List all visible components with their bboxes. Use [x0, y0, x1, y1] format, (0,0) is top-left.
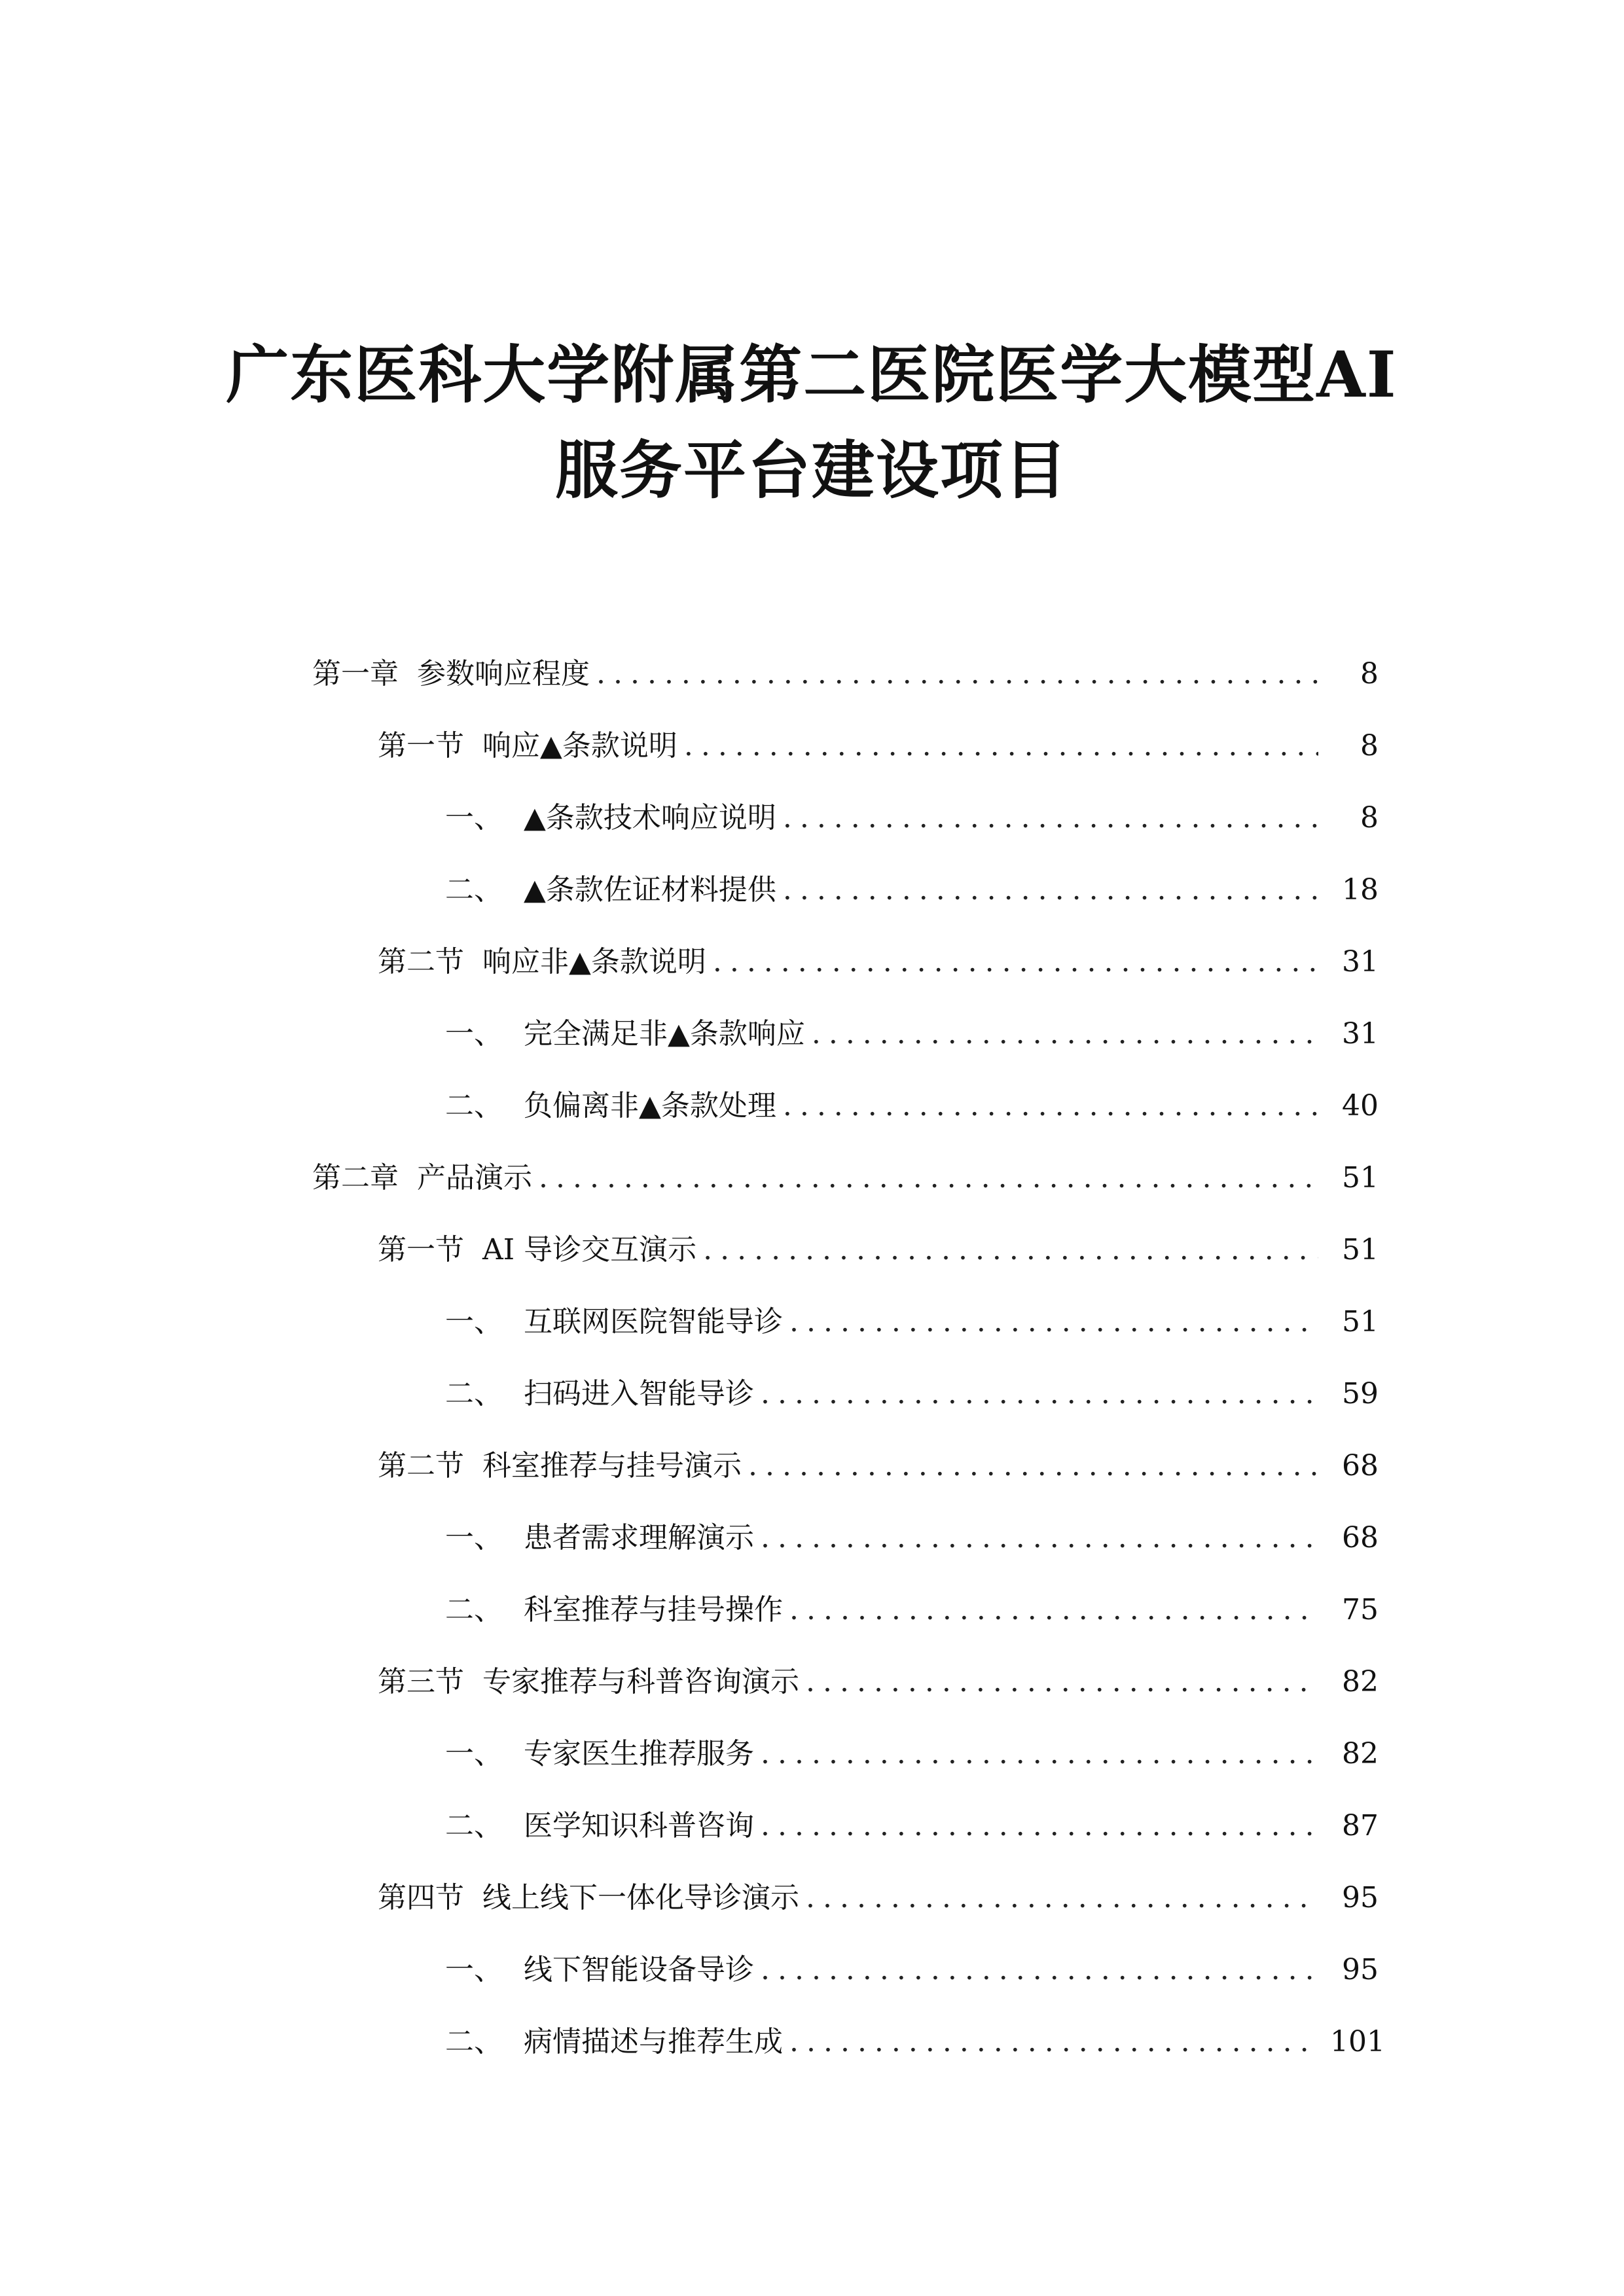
toc-entry-title: 科室推荐与挂号操作 [524, 1593, 783, 1626]
toc-page-number: 95 [1342, 1953, 1379, 1986]
toc-entry[interactable] [0, 1718, 1624, 1790]
toc-entry-number: 二、 [445, 2025, 503, 2058]
toc-entry-title: ▲条款佐证材料提供 [524, 873, 776, 906]
toc-dot-leader [783, 1086, 1318, 1126]
toc-entry-number: 二、 [445, 1593, 503, 1626]
toc-dot-leader [761, 1734, 1318, 1774]
toc-entry-number: 第一节 [378, 1233, 464, 1266]
toc-entry[interactable] [0, 1934, 1624, 2006]
toc-entry-title: 专家推荐与科普咨询演示 [482, 1665, 799, 1698]
toc-page-number: 59 [1342, 1377, 1379, 1410]
toc-dot-leader [761, 1374, 1318, 1414]
toc-page-number: 68 [1342, 1521, 1379, 1554]
toc-entry[interactable] [0, 1286, 1624, 1358]
table-of-contents [0, 638, 1624, 2078]
toc-entry-number: 第三节 [378, 1665, 464, 1698]
toc-dot-leader [806, 1878, 1318, 1918]
toc-entry-number: 一、 [445, 801, 503, 834]
toc-entry[interactable] [0, 2006, 1624, 2078]
toc-page-number: 31 [1342, 1017, 1379, 1050]
title-line-2: 服务平台建设项目 [555, 433, 1068, 507]
toc-entry[interactable] [0, 782, 1624, 854]
toc-entry-title: 响应▲条款说明 [482, 729, 677, 762]
toc-page-number: 8 [1360, 729, 1379, 762]
toc-entry-number: 一、 [445, 1521, 503, 1554]
toc-entry-number: 一、 [445, 1953, 503, 1986]
toc-entry-title: 医学知识科普咨询 [524, 1809, 754, 1842]
toc-page-number: 51 [1342, 1161, 1379, 1194]
toc-dot-leader [783, 870, 1318, 910]
toc-entry-title: 响应非▲条款说明 [482, 945, 706, 978]
toc-dot-leader [703, 1230, 1318, 1270]
document-title [196, 327, 1427, 518]
toc-entry-title: 参数响应程度 [417, 657, 590, 691]
toc-page-number: 82 [1342, 1665, 1379, 1698]
toc-entry-title: 互联网医院智能导诊 [524, 1305, 783, 1338]
toc-entry-title: 患者需求理解演示 [524, 1521, 754, 1554]
toc-entry-number: 第一章 [312, 657, 399, 691]
toc-dot-leader [812, 1014, 1318, 1054]
toc-dot-leader [789, 2022, 1318, 2062]
toc-page-number: 31 [1342, 945, 1379, 978]
toc-entry[interactable] [0, 638, 1624, 710]
toc-page-number: 40 [1342, 1089, 1379, 1122]
toc-page-number: 8 [1360, 801, 1379, 834]
toc-page-number: 8 [1360, 657, 1379, 691]
toc-page-number: 51 [1342, 1233, 1379, 1266]
toc-entry-number: 第二章 [312, 1161, 399, 1194]
toc-entry-number: 二、 [445, 1089, 503, 1122]
toc-page-number: 68 [1342, 1449, 1379, 1482]
toc-dot-leader [684, 726, 1318, 766]
title-line-1: 广东医科大学附属第二医院医学大模型AI [226, 338, 1398, 412]
toc-entry[interactable] [0, 1142, 1624, 1214]
toc-entry-number: 二、 [445, 873, 503, 906]
toc-dot-leader [596, 655, 1318, 694]
toc-dot-leader [713, 942, 1318, 982]
toc-dot-leader [761, 1806, 1318, 1846]
toc-entry-title: ▲条款技术响应说明 [524, 801, 776, 834]
toc-entry-title: 产品演示 [417, 1161, 532, 1194]
toc-page-number: 87 [1342, 1809, 1379, 1842]
toc-entry-title: 负偏离非▲条款处理 [524, 1089, 776, 1122]
toc-entry[interactable] [0, 1070, 1624, 1142]
toc-entry[interactable] [0, 1862, 1624, 1934]
toc-entry[interactable] [0, 1646, 1624, 1718]
toc-entry-number: 第二节 [378, 1449, 464, 1482]
toc-entry-title: 完全满足非▲条款响应 [524, 1017, 805, 1050]
toc-entry[interactable] [0, 998, 1624, 1070]
toc-page-number: 18 [1342, 873, 1379, 906]
toc-dot-leader [783, 798, 1318, 838]
toc-entry-title: 专家医生推荐服务 [524, 1737, 754, 1770]
toc-dot-leader [761, 1518, 1318, 1558]
toc-entry-title: 扫码进入智能导诊 [524, 1377, 754, 1410]
toc-dot-leader [806, 1662, 1318, 1702]
toc-dot-leader [748, 1446, 1318, 1486]
toc-entry-title: 科室推荐与挂号演示 [482, 1449, 742, 1482]
toc-entry[interactable] [0, 854, 1624, 926]
toc-dot-leader [761, 1950, 1318, 1990]
toc-entry-number: 第二节 [378, 945, 464, 978]
toc-entry-number: 第四节 [378, 1881, 464, 1914]
toc-entry-number: 二、 [445, 1377, 503, 1410]
toc-entry-number: 一、 [445, 1305, 503, 1338]
toc-entry-number: 一、 [445, 1017, 503, 1050]
toc-dot-leader [789, 1302, 1318, 1342]
toc-page-number: 51 [1342, 1305, 1379, 1338]
toc-entry[interactable] [0, 1574, 1624, 1646]
toc-dot-leader [539, 1158, 1318, 1198]
toc-entry[interactable] [0, 1790, 1624, 1862]
toc-entry[interactable] [0, 926, 1624, 998]
toc-entry[interactable] [0, 1358, 1624, 1430]
toc-page-number: 82 [1342, 1737, 1379, 1770]
toc-dot-leader [789, 1590, 1318, 1630]
toc-entry[interactable] [0, 1214, 1624, 1286]
toc-entry[interactable] [0, 1430, 1624, 1502]
toc-entry-title: 线上线下一体化导诊演示 [482, 1881, 799, 1914]
toc-page-number: 75 [1342, 1593, 1379, 1626]
toc-entry-number: 第一节 [378, 729, 464, 762]
toc-entry[interactable] [0, 1502, 1624, 1574]
toc-entry-title: AI 导诊交互演示 [482, 1233, 697, 1266]
toc-entry-number: 二、 [445, 1809, 503, 1842]
toc-entry-title: 病情描述与推荐生成 [524, 2025, 783, 2058]
toc-entry[interactable] [0, 710, 1624, 782]
toc-entry-title: 线下智能设备导诊 [524, 1953, 754, 1986]
toc-page-number: 101 [1330, 2025, 1385, 2058]
toc-page-number: 95 [1342, 1881, 1379, 1914]
toc-entry-number: 一、 [445, 1737, 503, 1770]
